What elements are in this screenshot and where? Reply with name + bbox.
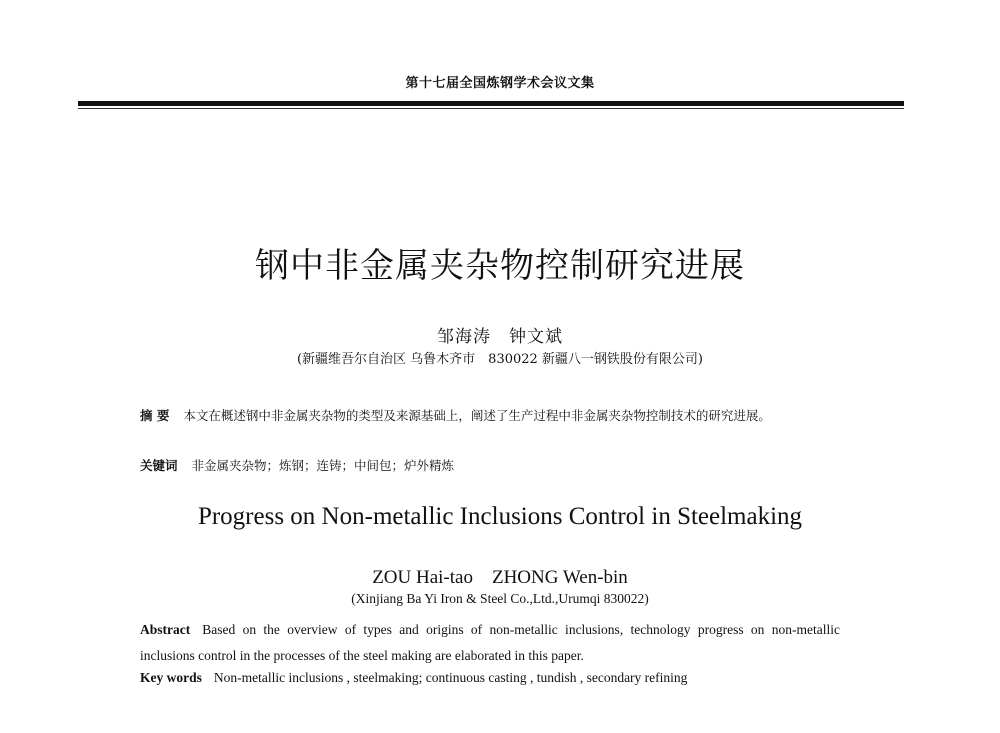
chinese-abstract-label: 摘 要 [140, 408, 170, 423]
english-keywords-label: Key words [140, 670, 202, 685]
english-keywords [140, 670, 840, 686]
header-rule-thin [78, 108, 904, 109]
english-affiliation: (Xinjiang Ba Yi Iron & Steel Co.,Ltd.,Urumqi 830022) [351, 591, 649, 606]
chinese-abstract-text: 本文在概述钢中非金属夹杂物的类型及来源基础上，阐述了生产过程中非金属夹杂物控制技术的研究进展。 [183, 408, 771, 423]
chinese-keywords-text: 非金属夹杂物；炼钢；连铸；中间包；炉外精炼 [191, 458, 455, 473]
chinese-authors: 邹海涛 钟文斌 [437, 327, 563, 347]
chinese-keywords-label: 关键词 [140, 458, 178, 473]
chinese-keywords [140, 456, 840, 474]
header-rule-thick [78, 101, 904, 106]
english-abstract-label: Abstract [140, 622, 191, 637]
english-title: Progress on Non-metallic Inclusions Control in Steelmaking [197, 503, 803, 530]
english-keywords-text: Non-metallic inclusions , steelmaking; continuous casting , tundish , secondary refining [213, 670, 688, 685]
chinese-affiliation: (新疆维吾尔自治区 乌鲁木齐市 830022 新疆八一钢铁股份有限公司) [296, 352, 704, 367]
running-header: 第十七届全国炼钢学术会议文集 [405, 76, 595, 91]
english-abstract [140, 617, 840, 669]
english-abstract-text: Based on the overview of types and origins of non-metallic inclusions, technology progress on non-metallic inclusions control in the processes of the steel making are elaborated in this paper. [140, 622, 840, 663]
english-authors: ZOU Hai-tao ZHONG Wen-bin [372, 567, 628, 588]
chinese-title: 钢中非金属夹杂物控制研究进展 [255, 246, 745, 286]
chinese-abstract [140, 404, 840, 428]
